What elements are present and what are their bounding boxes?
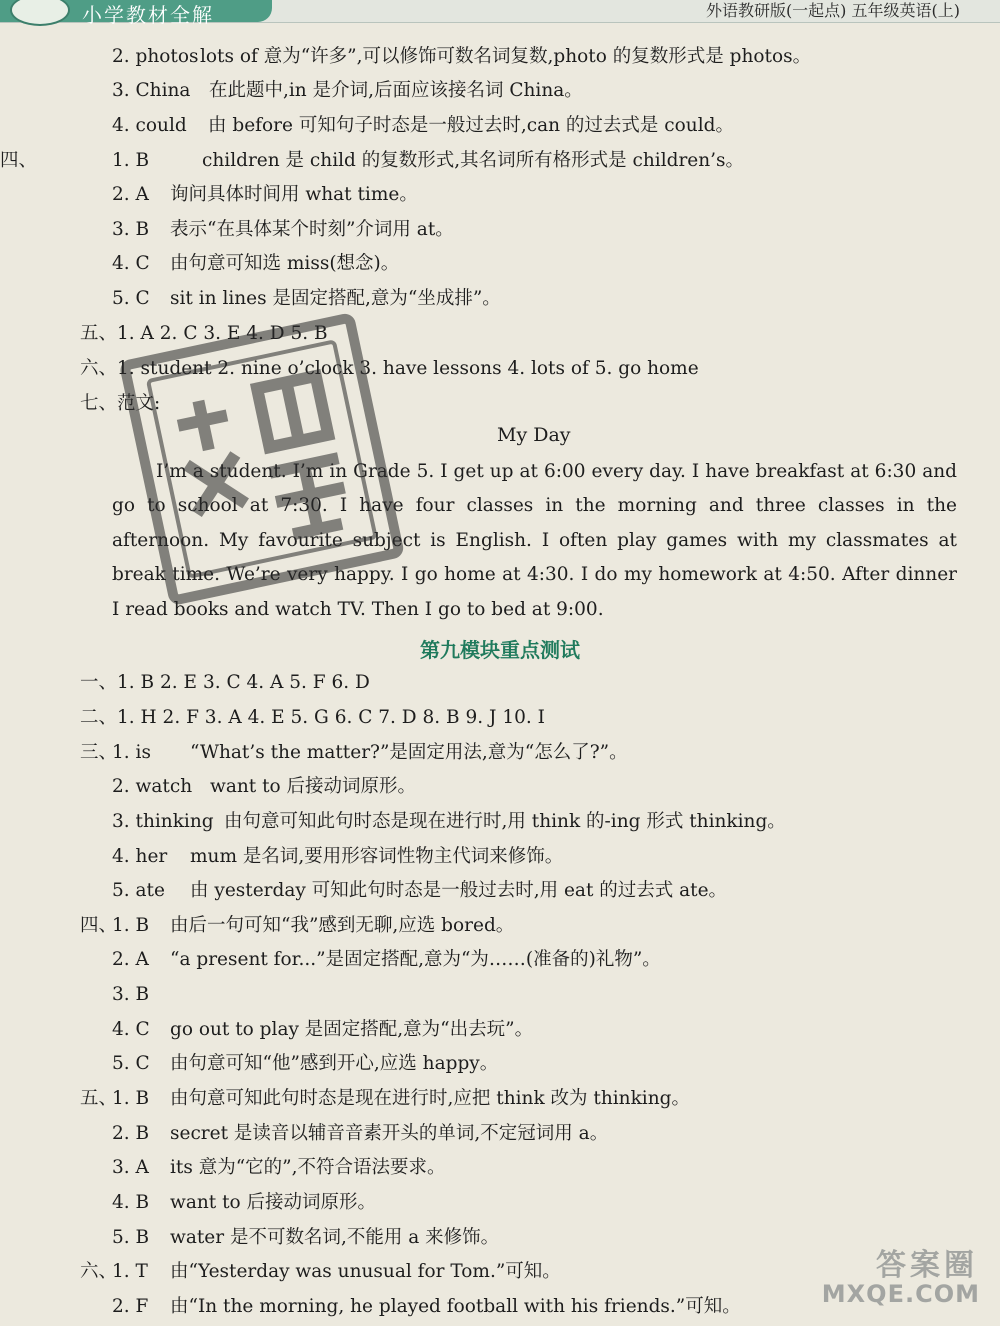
- answer-line: 5. ate 由 yesterday 可知此句时态是一般过去时,用 eat 的过去式 ate。: [112, 880, 728, 901]
- answer-line: 七、范文:: [80, 393, 161, 414]
- book-logo: [0, 0, 272, 27]
- answer-line: 3. B 表示“在具体某个时刻”介词用 at。: [112, 219, 454, 240]
- answer-line: 2. A 询问具体时间用 what time。: [112, 184, 418, 205]
- answer-line: 六、1. T 由“Yesterday was unusual for Tom.”可知。: [80, 1261, 561, 1282]
- answer-line: 4. C 由句意可知选 miss(想念)。: [112, 253, 400, 274]
- answer-line: 3. thinking 由句意可知此句时态是现在进行时,用 think 的-ing 形式 thinking。: [112, 811, 786, 832]
- answer-line: 5. C sit in lines 是固定搭配,意为“坐成排”。: [112, 288, 501, 309]
- essay-title: My Day: [497, 424, 571, 446]
- section-title: 第九模块重点测试: [420, 638, 580, 662]
- answer-line: 4. B want to 后接动词原形。: [112, 1192, 377, 1213]
- answer-line: 4. could 由 before 可知句子时态是一般过去时,can 的过去式是 could。: [112, 115, 734, 136]
- watermark-url: MXQE.COM: [821, 1280, 980, 1308]
- answer-line: 4. C go out to play 是固定搭配,意为“出去玩”。: [112, 1019, 534, 1040]
- answer-line: 3. B: [112, 984, 150, 1005]
- page-header: [0, 0, 1000, 27]
- watermark-cn: 答案圈: [876, 1248, 978, 1283]
- mascot-icon: [10, 0, 70, 26]
- logo-text: 小学教材全解: [82, 3, 214, 27]
- book-edition: 外语教研版(一起点) 五年级英语(上): [705, 1, 960, 20]
- answer-line: 五、1. A 2. C 3. E 4. D 5. B: [80, 323, 328, 344]
- answer-line: 2. B secret 是读音以辅音音素开头的单词,不定冠词用 a。: [112, 1123, 609, 1144]
- answer-line: 3. A its 意为“它的”,不符合语法要求。: [112, 1157, 446, 1178]
- answer-line: 四、1. B 由后一句可知“我”感到无聊,应选 bored。: [80, 915, 515, 936]
- answer-line: 2. F 由“In the morning, he played football with his friends.”可知。: [112, 1296, 741, 1317]
- answer-line: 2. photoslots of 意为“许多”,可以修饰可数名词复数,photo 的复数形式是 photos。: [112, 46, 812, 67]
- essay-text: I’m a student. I’m in Grade 5. I get up at 6:00 every day. I have breakfast at 6:30 and go to school at 7:30. I have four classes in the morning and three classes in the afternoon. My favourite subject is English. I often play games with my classmates at break time. We’re very happy. I go home at 4:30. I do my homework at 4:50. After dinner I read books and watch TV. Then I go to bed at 9:00.: [112, 461, 957, 620]
- answer-line: 5. B water 是不可数名词,不能用 a 来修饰。: [112, 1227, 500, 1248]
- answer-line: 2. watch want to 后接动词原形。: [112, 776, 417, 797]
- answer-line: 二、1. H 2. F 3. A 4. E 5. G 6. C 7. D 8. B 9. J 10. I: [80, 707, 545, 728]
- answer-line: 3. China 在此题中,in 是介词,后面应该接名词 China。: [112, 80, 583, 101]
- site-watermark: [816, 1248, 994, 1320]
- answer-line: 五、1. B 由句意可知此句时态是现在进行时,应把 think 改为 thinking。: [80, 1088, 690, 1109]
- answer-line: 四、 1. B children 是 child 的复数形式,其名词所有格形式是 children’s。: [0, 150, 745, 171]
- answer-line: 一、1. B 2. E 3. C 4. A 5. F 6. D: [80, 672, 370, 693]
- answer-line: 六、1. student 2. nine o’clock 3. have lessons 4. lots of 5. go home: [80, 358, 699, 379]
- answer-line: 三、1. is “What’s the matter?”是固定用法,意为“怎么了?”。: [80, 742, 628, 763]
- answer-line: 5. C 由句意可知“他”感到开心,应选 happy。: [112, 1053, 499, 1074]
- answer-line: 2. A “a present for...”是固定搭配,意为“为……(准备的)礼物”。: [112, 949, 661, 970]
- answer-line: 4. her mum 是名词,要用形容词性物主代词来修饰。: [112, 846, 564, 867]
